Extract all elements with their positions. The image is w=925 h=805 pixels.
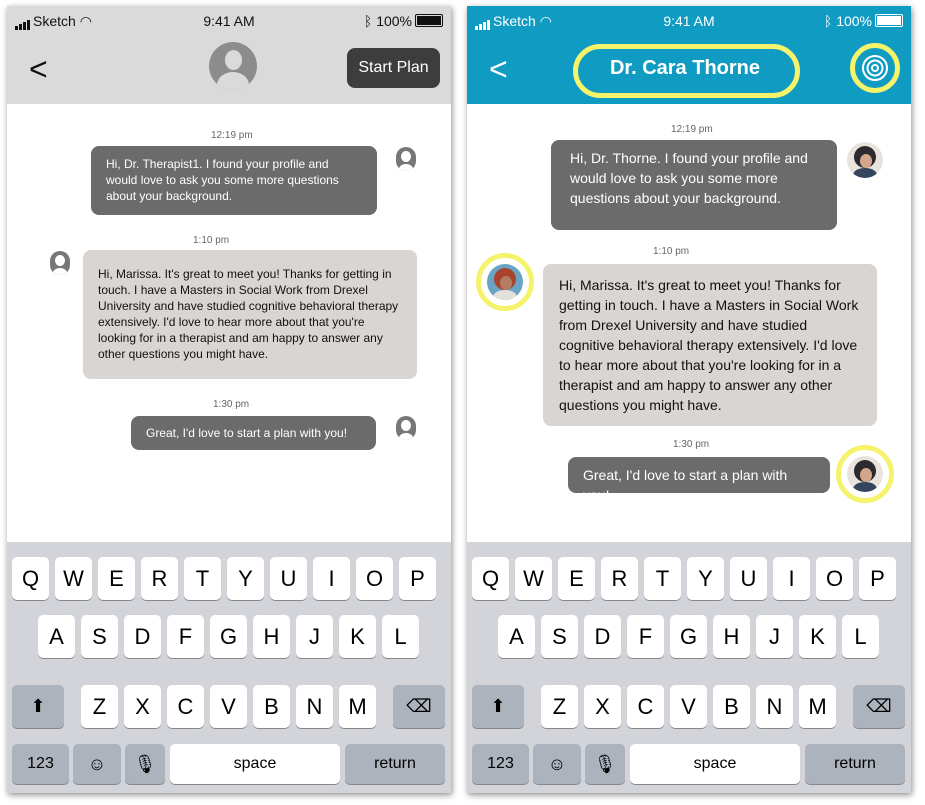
- keyboard: [467, 542, 911, 793]
- key-z[interactable]: Z: [81, 685, 118, 728]
- key-j[interactable]: J: [756, 615, 793, 658]
- status-bar: [7, 6, 451, 36]
- key-n[interactable]: N: [756, 685, 793, 728]
- key-r[interactable]: R: [601, 557, 638, 600]
- highlight-ring: [476, 253, 534, 311]
- key-r[interactable]: R: [141, 557, 178, 600]
- key-w[interactable]: W: [55, 557, 92, 600]
- chat-area: [467, 104, 911, 542]
- key-g[interactable]: G: [670, 615, 707, 658]
- keyboard: [7, 542, 451, 793]
- key-v[interactable]: V: [670, 685, 707, 728]
- message-bubble-incoming: Hi, Marissa. It's great to meet you! Thanks for getting in touch. I have a Masters in Social Work from Drexel University and have studied cognitive behavioral therapy extensively. I'd love to hear more about that you're looking for in a therapist and am happy to answer any other questions you might have.: [543, 264, 877, 426]
- battery: ᛒ 100%: [364, 13, 443, 29]
- key-f[interactable]: F: [167, 615, 204, 658]
- key-g[interactable]: G: [210, 615, 247, 658]
- wifi-icon: ◠: [539, 13, 552, 29]
- key-s[interactable]: S: [81, 615, 118, 658]
- space-key[interactable]: space: [170, 744, 340, 784]
- wifi-icon: ◠: [79, 13, 92, 29]
- space-key[interactable]: space: [630, 744, 800, 784]
- key-b[interactable]: B: [713, 685, 750, 728]
- status-time: 9:41 AM: [203, 13, 255, 29]
- timestamp: 12:19 pm: [671, 124, 713, 135]
- key-t[interactable]: T: [184, 557, 221, 600]
- battery-icon: [415, 14, 443, 27]
- timestamp: 1:30 pm: [673, 439, 710, 450]
- timestamp: 1:10 pm: [193, 235, 230, 246]
- highlight-ring: [836, 445, 894, 503]
- key-w[interactable]: W: [515, 557, 552, 600]
- key-y[interactable]: Y: [687, 557, 724, 600]
- key-k[interactable]: K: [339, 615, 376, 658]
- numbers-key[interactable]: 123: [12, 744, 69, 784]
- highlight-ring: [850, 43, 900, 93]
- key-y[interactable]: Y: [227, 557, 264, 600]
- return-key[interactable]: return: [805, 744, 905, 784]
- delete-key[interactable]: ⌫: [853, 685, 905, 728]
- key-m[interactable]: M: [799, 685, 836, 728]
- message-bubble-incoming: Hi, Marissa. It's great to meet you! Thanks for getting in touch. I have a Masters in Social Work from Drexel University and have studied cognitive behavioral therapy extensively. I'd love to hear more about that you're looking for in a therapist and am happy to answer any other questions you might have.: [83, 250, 417, 379]
- bluetooth-icon: ᛒ: [823, 13, 833, 29]
- microphone-key[interactable]: 🎙: [585, 744, 625, 784]
- key-a[interactable]: A: [498, 615, 535, 658]
- key-h[interactable]: H: [253, 615, 290, 658]
- message-bubble-outgoing: Great, I'd love to start a plan with you!: [131, 416, 376, 450]
- nav-bar: [467, 36, 911, 104]
- phone-right: [467, 6, 911, 793]
- key-p[interactable]: P: [399, 557, 436, 600]
- key-p[interactable]: P: [859, 557, 896, 600]
- back-button[interactable]: <: [489, 51, 508, 87]
- key-b[interactable]: B: [253, 685, 290, 728]
- phone-left: [7, 6, 451, 793]
- key-z[interactable]: Z: [541, 685, 578, 728]
- start-plan-button[interactable]: Start Plan: [347, 48, 440, 88]
- key-o[interactable]: O: [356, 557, 393, 600]
- key-t[interactable]: T: [644, 557, 681, 600]
- key-i[interactable]: I: [313, 557, 350, 600]
- battery: ᛒ 100%: [824, 13, 903, 29]
- key-u[interactable]: U: [730, 557, 767, 600]
- timestamp: 1:30 pm: [213, 399, 250, 410]
- battery-icon: [875, 14, 903, 27]
- therapist-avatar-icon: [50, 251, 70, 275]
- back-button[interactable]: <: [29, 51, 48, 87]
- key-k[interactable]: K: [799, 615, 836, 658]
- bluetooth-icon: ᛒ: [363, 13, 373, 29]
- carrier: Sketch ◠: [475, 13, 552, 30]
- key-e[interactable]: E: [558, 557, 595, 600]
- key-q[interactable]: Q: [12, 557, 49, 600]
- microphone-key[interactable]: 🎙: [125, 744, 165, 784]
- key-n[interactable]: N: [296, 685, 333, 728]
- timestamp: 12:19 pm: [211, 130, 253, 141]
- message-bubble-outgoing: Hi, Dr. Thorne. I found your profile and would love to ask you some more questions about your background.: [551, 140, 837, 230]
- key-o[interactable]: O: [816, 557, 853, 600]
- user-avatar-icon: [847, 142, 883, 178]
- key-i[interactable]: I: [773, 557, 810, 600]
- key-c[interactable]: C: [627, 685, 664, 728]
- key-l[interactable]: L: [382, 615, 419, 658]
- profile-avatar[interactable]: [209, 42, 257, 90]
- key-u[interactable]: U: [270, 557, 307, 600]
- highlight-ring: [573, 44, 800, 98]
- key-j[interactable]: J: [296, 615, 333, 658]
- carrier: Sketch ◠: [15, 13, 92, 30]
- emoji-key[interactable]: ☺: [533, 744, 581, 784]
- key-c[interactable]: C: [167, 685, 204, 728]
- key-d[interactable]: D: [584, 615, 621, 658]
- user-avatar-icon: [396, 147, 416, 171]
- key-m[interactable]: M: [339, 685, 376, 728]
- key-s[interactable]: S: [541, 615, 578, 658]
- shift-key[interactable]: ⬆: [12, 685, 64, 728]
- nav-bar: [7, 36, 451, 104]
- numbers-key[interactable]: 123: [472, 744, 529, 784]
- key-x[interactable]: X: [584, 685, 621, 728]
- therapist-name-title[interactable]: Dr. Cara Thorne: [609, 57, 761, 79]
- key-v[interactable]: V: [210, 685, 247, 728]
- key-f[interactable]: F: [627, 615, 664, 658]
- key-e[interactable]: E: [98, 557, 135, 600]
- status-time: 9:41 AM: [663, 13, 715, 29]
- key-a[interactable]: A: [38, 615, 75, 658]
- message-bubble-outgoing: Great, I'd love to start a plan with you!: [568, 457, 830, 493]
- key-l[interactable]: L: [842, 615, 879, 658]
- return-key[interactable]: return: [345, 744, 445, 784]
- key-h[interactable]: H: [713, 615, 750, 658]
- shift-key[interactable]: ⬆: [472, 685, 524, 728]
- key-x[interactable]: X: [124, 685, 161, 728]
- key-d[interactable]: D: [124, 615, 161, 658]
- status-bar: [467, 6, 911, 36]
- delete-key[interactable]: ⌫: [393, 685, 445, 728]
- emoji-key[interactable]: ☺: [73, 744, 121, 784]
- user-avatar-icon: [396, 416, 416, 440]
- chat-area: [7, 104, 451, 542]
- message-bubble-outgoing: Hi, Dr. Therapist1. I found your profile and would love to ask you some more questions about your background.: [91, 146, 377, 215]
- key-q[interactable]: Q: [472, 557, 509, 600]
- timestamp: 1:10 pm: [653, 246, 690, 257]
